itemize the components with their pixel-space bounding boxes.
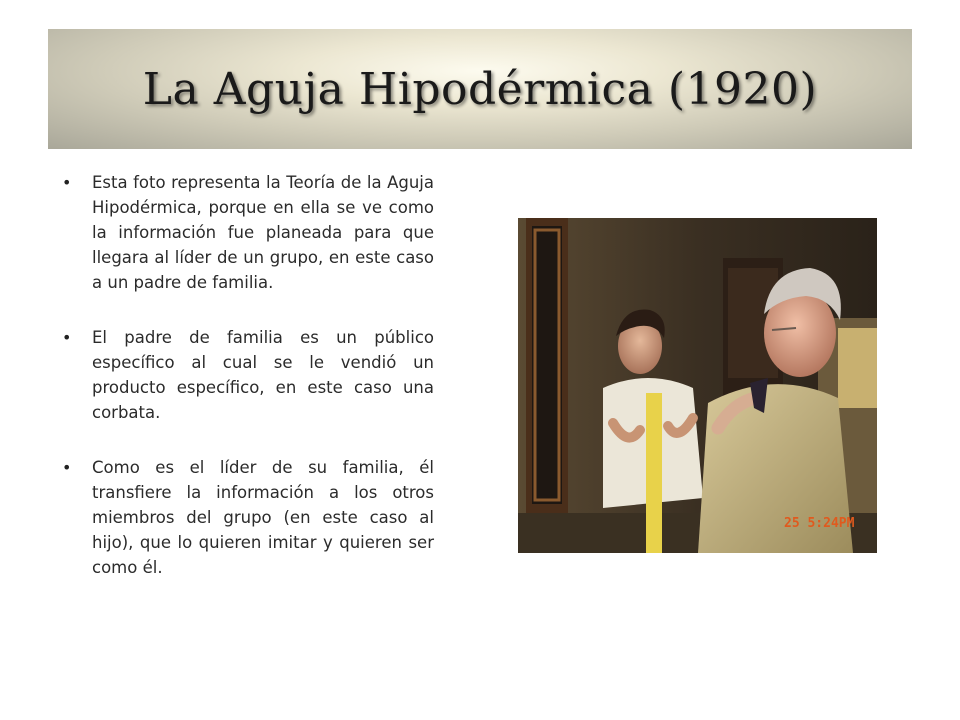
bullet-item — [62, 170, 434, 295]
bullet-dot-icon: • — [62, 173, 72, 192]
bullet-text: Como es el líder de su familia, él transfiere la información a los otros miembros del grupo (en este caso al hijo), que lo quieren imitar y quieren ser como él. — [92, 458, 434, 577]
family-tie-photo — [518, 218, 877, 553]
bullet-item — [62, 325, 434, 425]
bullet-text: Esta foto representa la Teoría de la Aguja Hipodérmica, porque en ella se ve como la información fue planeada para que llegara al líder de un grupo, en este caso a un padre de familia. — [92, 173, 434, 292]
title-banner — [48, 29, 912, 149]
bullet-item — [62, 455, 434, 580]
bullet-dot-icon: • — [62, 328, 72, 347]
bullet-dot-icon: • — [62, 458, 72, 477]
photo-timestamp: 25 5:24PM — [784, 516, 855, 531]
bullet-list — [62, 170, 434, 610]
bullet-text: El padre de familia es un público específico al cual se le vendió un producto específico, en este caso una corbata. — [92, 328, 434, 422]
slide-title: La Aguja Hipodérmica (1920) — [142, 63, 818, 115]
